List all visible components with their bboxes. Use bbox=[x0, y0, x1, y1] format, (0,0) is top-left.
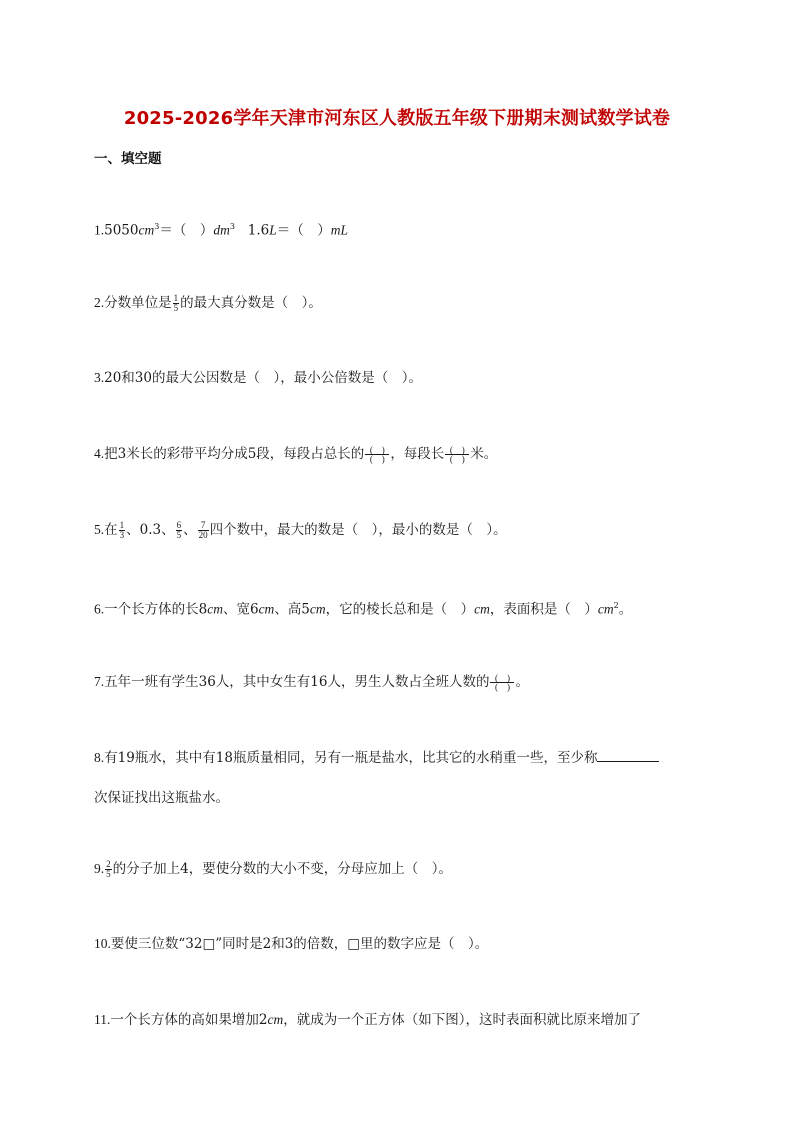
question-2: 2.分数单位是 $\frac{1}{5}$ 的最大真分数是（ ）。 bbox=[94, 293, 322, 313]
blank-fraction: ( ) ( ) bbox=[365, 446, 389, 463]
question-6: 6.一个长方体的长8cm、宽6cm、高5cm，它的棱长总和是（ ）cm，表面积是（ ）$cm^2$。 bbox=[94, 601, 633, 618]
exam-title: 2025-2026学年天津市河东区人教版五年级下册期末测试数学试卷 bbox=[123, 108, 671, 129]
question-9: 9. $\frac{2}{5}$ 的分子加上4，要使分数的大小不变，分母应加上（ ）。 bbox=[94, 859, 452, 879]
question-5: 5.在 $\frac{1}{3}$ 、0.3、 $\frac{6}{5}$ 、 $\frac{7}{20}$ 四个数中，最大的数是（ ），最小的数是（ ）。 bbox=[94, 520, 507, 540]
answer-blank-line bbox=[597, 747, 659, 762]
question-11: 11.一个长方体的高如果增加2cm，就成为一个正方体（如下图），这时表面积就比原来增加了 bbox=[94, 1012, 641, 1028]
question-8: 8.有19瓶水，其中有18瓶质量相同，另有一瓶是盐水，比其它的水稍重一些，至少称 bbox=[94, 747, 659, 769]
question-10: 10.要使三位数“32□”同时是2和3的倍数，□里的数字应是（ ）。 bbox=[94, 936, 489, 952]
question-8-line-2: 次保证找出这瓶盐水。 bbox=[94, 790, 229, 806]
question-4: 4.把3米长的彩带平均分成5段，每段占总长的 ( ) ( ) ，每段长 ( ) ( ) 米。 bbox=[94, 445, 498, 464]
fraction: $\frac{6}{5}$ bbox=[176, 520, 182, 540]
fraction: $\frac{1}{5}$ bbox=[173, 293, 179, 313]
fraction: $\frac{7}{20}$ bbox=[198, 520, 208, 540]
question-3: 3.20和30的最大公因数是（ ），最小公倍数是（ ）。 bbox=[94, 370, 422, 386]
blank-fraction: ( ) ( ) bbox=[445, 446, 469, 463]
fraction: $\frac{2}{5}$ bbox=[106, 859, 111, 879]
question-7: 7.五年一班有学生36人，其中女生有16人，男生人数占全班人数的 ( ) ( ) 。 bbox=[94, 673, 529, 692]
section-heading: 一、填空题 bbox=[94, 151, 162, 167]
fraction: $\frac{1}{3}$ bbox=[119, 520, 125, 540]
question-1: $1.5050cm^3=$（ ）$dm^3$ 1.6L＝（ ）mL bbox=[94, 222, 349, 239]
blank-fraction: ( ) ( ) bbox=[490, 674, 514, 691]
